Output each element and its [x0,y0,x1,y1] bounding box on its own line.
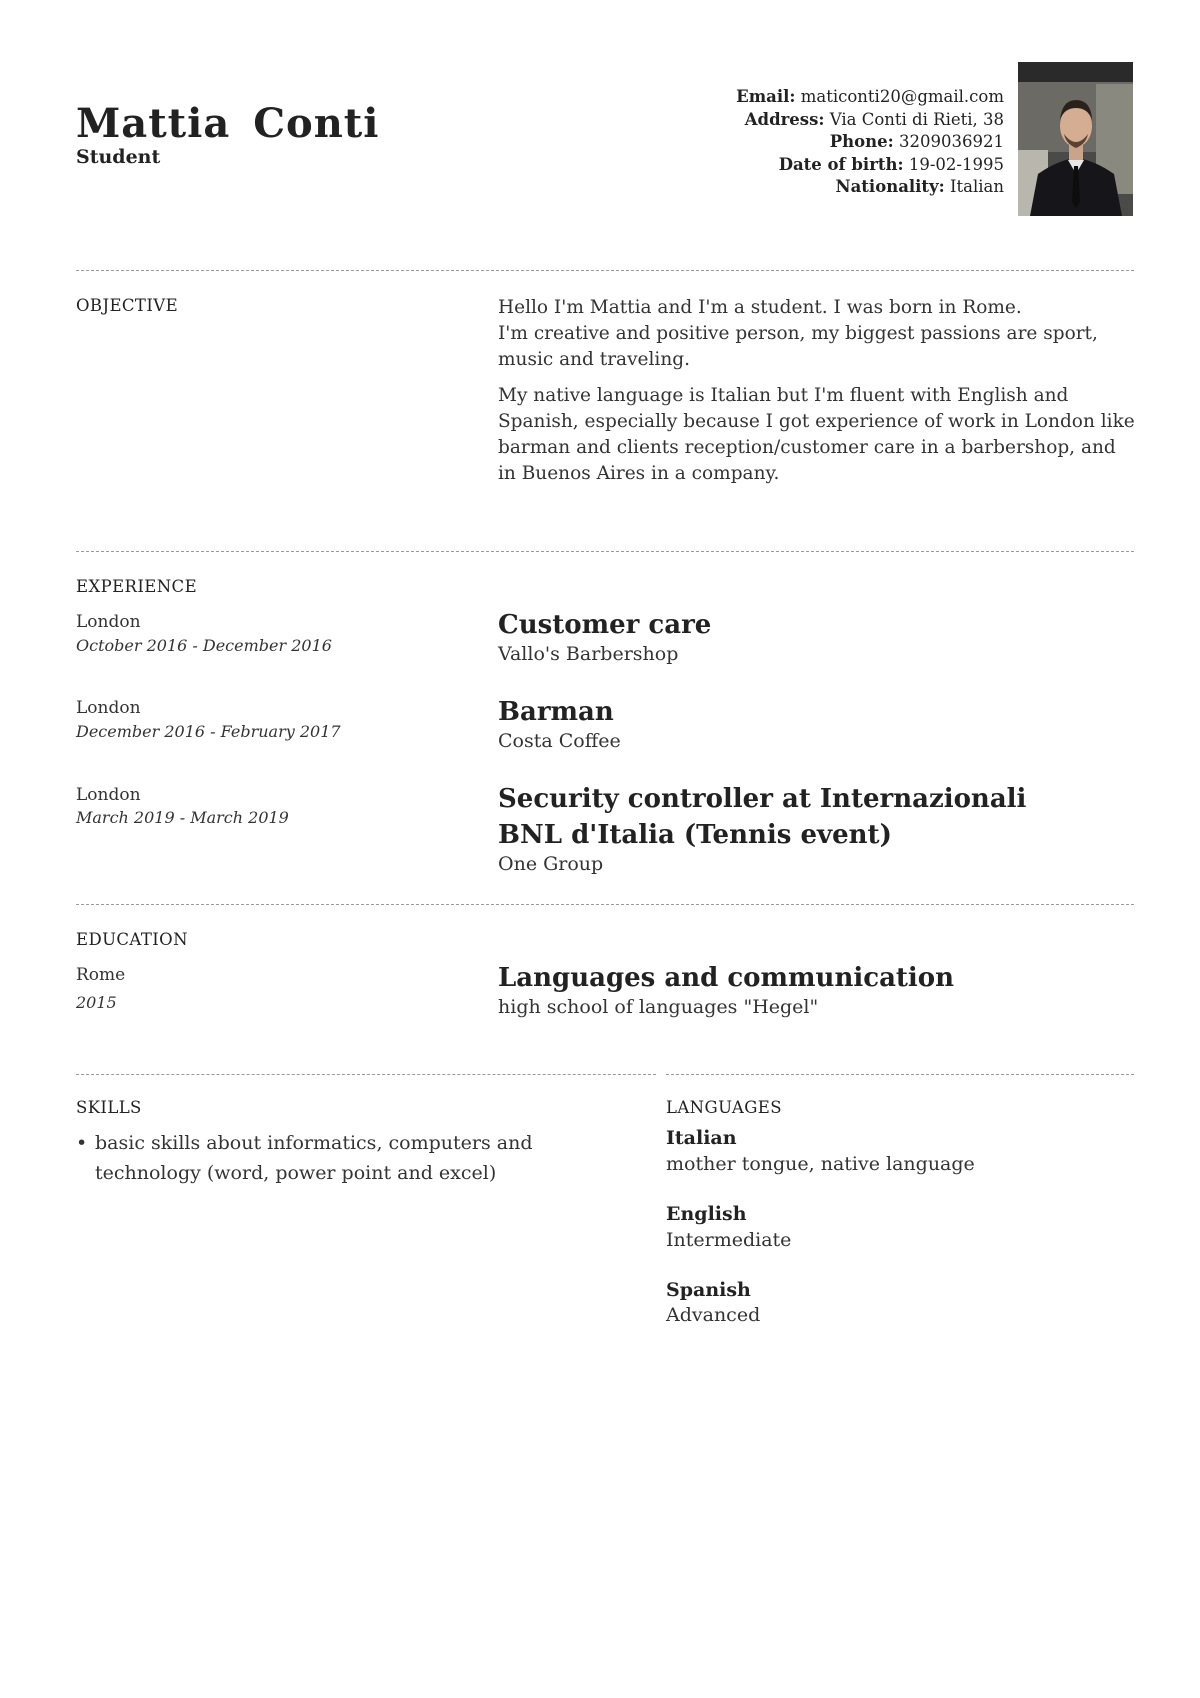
skills-list [76,1128,636,1188]
objective-text [498,295,1138,497]
experience-title: Customer care [498,610,712,640]
contact-label: Date of birth: [778,154,904,174]
contact-nationality [736,176,1004,199]
skills-heading: SKILLS [76,1098,142,1117]
contact-date-of-birth [736,154,1004,177]
skill-item: • basic skills about informatics, computers and technology (word, power point and excel) [76,1128,636,1188]
language-name: English [666,1203,747,1225]
section-divider [76,270,1134,271]
section-divider [76,551,1134,552]
education-title: Languages and communication [498,963,955,993]
profile-photo-drawing [1018,62,1133,216]
experience-employer: One Group [498,853,604,875]
education-dates: 2015 [76,993,117,1012]
contact-address [736,109,1004,132]
experience-dates: December 2016 - February 2017 [76,722,341,741]
language-level: Advanced [666,1304,761,1326]
contact-label: Nationality: [835,177,945,197]
objective-paragraph: Hello I'm Mattia and I'm a student. I was born in Rome. I'm creative and positive person, my biggest passions are sport, music and traveling. [498,297,1098,370]
contact-value: Via Conti di Rieti, 38 [829,109,1004,129]
experience-dates: March 2019 - March 2019 [76,808,289,827]
education-location: Rome [76,965,126,985]
experience-location: London [76,785,141,805]
contact-value: maticonti20@gmail.com [800,87,1004,106]
experience-title: Security controller at Internazionali BNL d'Italia (Tennis event) [498,784,1027,850]
education-heading: EDUCATION [76,930,188,949]
contact-label: Email: [736,87,796,106]
section-divider [76,904,1134,905]
contact-email [736,86,1004,109]
experience-dates: October 2016 - December 2016 [76,636,332,655]
experience-employer: Costa Coffee [498,730,621,752]
section-divider [666,1074,1134,1075]
contact-value: 3209036921 [899,132,1004,152]
objective-heading: OBJECTIVE [76,296,179,315]
contact-label: Address: [744,109,825,129]
contact-value: 19-02-1995 [908,154,1004,174]
section-divider [76,1074,656,1075]
languages-heading: LANGUAGES [666,1098,782,1117]
language-level: Intermediate [666,1229,792,1251]
contact-block [736,86,1004,199]
experience-title: Barman [498,697,614,727]
contact-label: Phone: [829,132,894,152]
education-school: high school of languages "Hegel" [498,996,819,1018]
profile-photo [1018,62,1133,216]
experience-heading: EXPERIENCE [76,577,198,596]
contact-value: Italian [949,177,1004,197]
experience-location: London [76,612,141,632]
language-name: Spanish [666,1279,751,1301]
experience-location: London [76,698,141,718]
experience-employer: Vallo's Barbershop [498,643,679,665]
language-level: mother tongue, native language [666,1153,975,1175]
objective-paragraph: My native language is Italian but I'm fluent with English and Spanish, especially because I got experience of work in London like barman and clients reception/customer care in a barbershop, and in Buenos Aires in a company. [498,385,1135,484]
candidate-name: Mattia Conti [76,100,380,147]
language-name: Italian [666,1127,737,1149]
candidate-title: Student [76,146,161,168]
contact-phone [736,131,1004,154]
